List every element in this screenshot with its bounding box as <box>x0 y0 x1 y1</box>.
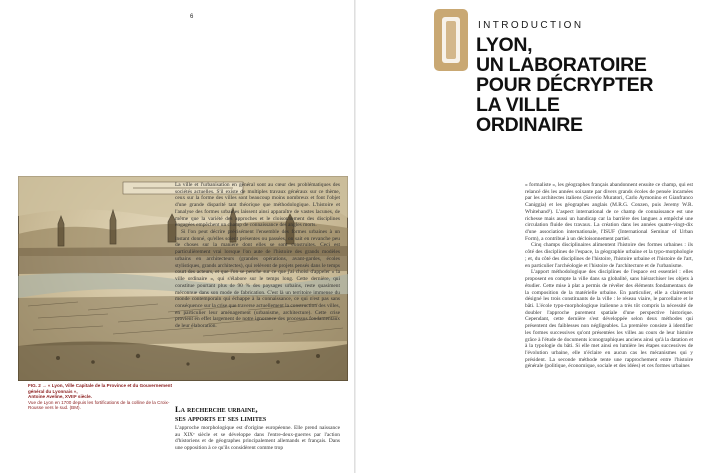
figure-title: « Lyon, Ville Capitale de la Province et du Gouvernement général du Lyonnais », <box>28 383 172 394</box>
section-body <box>175 425 340 452</box>
section-heading-line: La recherche urbaine, <box>175 405 258 414</box>
page-gutter <box>354 0 356 473</box>
figure-caption <box>28 383 178 411</box>
body-column-right <box>525 182 693 370</box>
chapter-title-line: LYON, <box>476 34 533 56</box>
chapter-label: INTRODUCTION <box>478 20 584 31</box>
figure-label: FIG. 2 → <box>28 383 47 388</box>
paragraph: Si l'on peut décrire précisément l'ensemble des formes urbaines à un instant donné, qu'elles soient présentes ou passées, on sait en revanche peu de choses sur la manière dont elles se sont construites. Ceci est particulièrement vrai lorsque l'on aute de l'histoire des grands modèles urbains en architecteurs (grandes opérations, avant-gardes, écoles stylistiques, grands architectes), qui relèvent de projets pensés dans le temps court des acteurs, et que l'on se penche sur ce que j'ai choisi d'appeler « la ville ordinaire », qui s'élabore sur le temps long. Cette dernière, qui constitue pourtant plus de 90 % des paysages urbains, reste quasiment méconnue dans son mode de fabrication. C'est là un territoire immense du monde contemporain qui échappe à la connaissance, ce qui n'est pas sans conséquence sur la crise que traverse actuellement la construction des villes, en particulier leur aménagement (urbanisme, architecture). Cette crise provient en effet largement de notre ignorance des processus fondamentaux de leur élaboration. <box>175 229 340 330</box>
figure-author: Antoine Aveline, XVIIIᵉ siècle. <box>28 394 92 399</box>
page-number: 6 <box>190 14 194 20</box>
figure-description: Vue de Lyon en 1700 depuis les fortifications de la colline de la Croix-Rousse vers le sud. <box>28 399 170 410</box>
chapter-title-line: ORDINAIRE <box>476 114 583 136</box>
section-heading-line: ses apports et ses limites <box>175 414 267 423</box>
section-heading <box>175 405 340 423</box>
chapter-title <box>476 35 701 135</box>
chapter-title-line: POUR DÉCRYPTER <box>476 74 654 96</box>
chapter-title-line: LA VILLE <box>476 94 560 116</box>
paragraph: « formaliste », les géographes français abandonnent ensuite ce champ, qui est relancé dès les années soixante par divers grands écoles de pensée incarnées par les architectes italiens (Saverio Muratori, Carlo Aymonino et Gianfranco Caniggia) et les géographes anglais (M.R.G. Conzen, puis Jeremy W.R. Whitehand¹). L'aspect international de ce champ de connaissance est une richesse mais aussi un handicap car la barrière des langues a empêché une circulation fluide des travaux. La création dans les années quatre-vingt-dix d'une association internationale, l'ISUF (International Seminar of Urban Form), a contribué à un décloisonnement partiel. <box>525 182 693 242</box>
chapter-ornament-icon <box>431 5 471 80</box>
paragraph: La ville et l'urbanisation en général sont au cœur des problématiques des sociétés actuelles. S'il existe de multiples travaux généraux sur ce thème, ceux sur la forme des villes sont beaucoup moins nombreux et font l'objet d'une grande disparité tant théorique que méthodologique. L'histoire et l'analyse des formes urbaines laissent ainsi apparaître de vastes lacunes, de même que la variété des approches et le cloisonnement des disciplines engagées empêchent un champ de connaissance des angles morts. <box>175 182 340 229</box>
chapter-title-line: UN LABORATOIRE <box>476 54 647 76</box>
paragraph: L'apport méthodologique des disciplines de l'espace est essentiel : elles proposent en compte la ville dans sa globalité, sans hiérarchiser les objets à étudier. Cette mise à plat a permis de révéler des éléments fondamentaux de la composition de la matérielle urbaine. En particulier, elle a clairement désigné les trois constituants de la ville : le réseau viaire, le parcellaire et le bâti. L'école typo-morphologique italienne a très tôt compris la nécessité de doubler l'approche purement spatiale d'une perspective historique. Cependant, cette dernière s'est développée selon deux méthodes qui présentent des faiblesses non négligeables. La première consiste à identifier les formes successives qu'ont présentées les villes au cours de leur histoire grâce à l'étude de documents iconographiques anciens ainsi qu'à la datation et à la typologie du bâti. Si elle met ainsi en lumière les étapes successives de l'évolution urbaine, elle n'éclaire en aucun cas les mécanismes qui y président. La seconde méthode tente une rapprochement entre l'histoire générale (politique, économique, sociale et des idées) et ces formes urbaines <box>525 269 693 370</box>
paragraph: L'approche morphologique est d'origine européenne. Elle prend naissance au XIXᵉ siècle et se développe dans l'entre-deux-guerres par l'action d'historiens et de géographes principalement allemands et français. Dans une opposition à ce qu'ils considèrent comme trop <box>175 425 340 452</box>
paragraph: Cinq champs disciplinaires alimentent l'histoire des formes urbaines : ils côté des disciplines de l'espace, la géographie urbaine et la typo-morphologie ; et, du côté des disciplines de l'histoire, l'histoire urbaine et l'histoire de l'art, en particulier l'archéologie et l'histoire de l'architecture et de l'urbanisme. <box>525 242 693 269</box>
body-column-left <box>175 182 340 330</box>
figure-reference: (BM). <box>69 405 81 410</box>
